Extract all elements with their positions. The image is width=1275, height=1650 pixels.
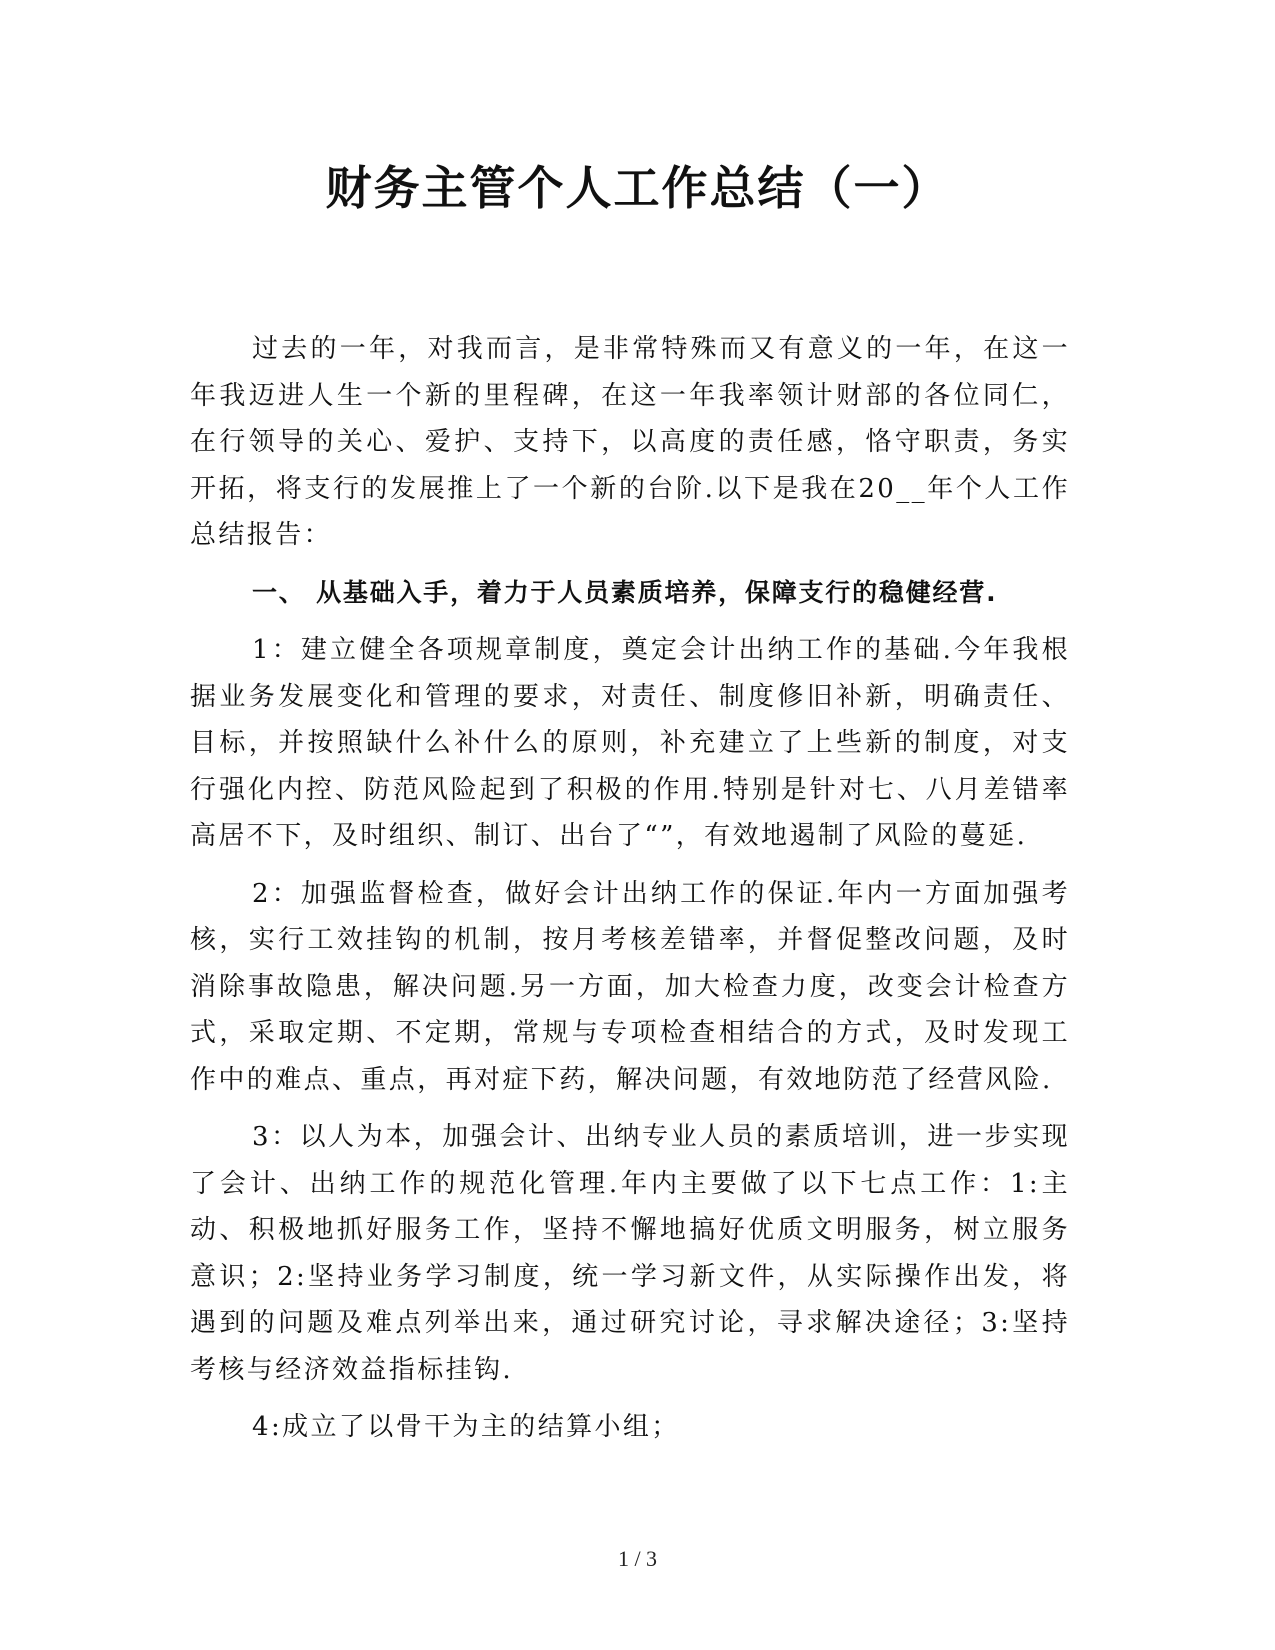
intro-paragraph: 过去的一年，对我而言，是非常特殊而又有意义的一年，在这一年我迈进人生一个新的里程碑，在这一年我率领计财部的各位同仁，在行领导的关心、爱护、支持下，以高度的责任感，恪守职责，务实开拓，将支行的发展推上了一个新的台阶.以下是我在20__年个人工作总结报告： [190,334,1070,550]
page-number: 1 / 3 [617,1546,658,1571]
document-title: 财务主管个人工作总结（一） [325,161,950,215]
body-paragraph: 2：加强监督检查，做好会计出纳工作的保证.年内一方面加强考核，实行工效挂钩的机制，按月考核差错率，并督促整改问题，及时消除事故隐患，解决问题.另一方面，加大检查力度，改变会计检查方式，采取定期、不定期，常规与专项检查相结合的方式，及时发现工作中的难点、重点，再对症下药，解决问题，有效地防范了经营风险. [190,878,1070,1095]
body-paragraph: 3：以人为本，加强会计、出纳专业人员的素质培训，进一步实现了会计、出纳工作的规范化管理.年内主要做了以下七点工作：1:主动、积极地抓好服务工作，坚持不懈地搞好优质文明服务，树立服务意识；2:坚持业务学习制度，统一学习新文件，从实际操作出发，将遇到的问题及难点列举出来，通过研究讨论，寻求解决途径；3:坚持考核与经济效益指标挂钩. [190,1122,1070,1385]
body-paragraph: 1：建立健全各项规章制度，奠定会计出纳工作的基础.今年我根据业务发展变化和管理的要求，对责任、制度修旧补新，明确责任、目标，并按照缺什么补什么的原则，补充建立了上些新的制度，对支行强化内控、防范风险起到了积极的作用.特别是针对七、八月差错率高居不下，及时组织、制订、出台了“”，有效地遏制了风险的蔓延. [190,635,1070,851]
body-paragraph: 4:成立了以骨干为主的结算小组； [252,1412,680,1442]
document-body [190,326,1070,1462]
section-heading: 一、 从基础入手，着力于人员素质培养，保障支行的稳健经营. [252,577,998,607]
